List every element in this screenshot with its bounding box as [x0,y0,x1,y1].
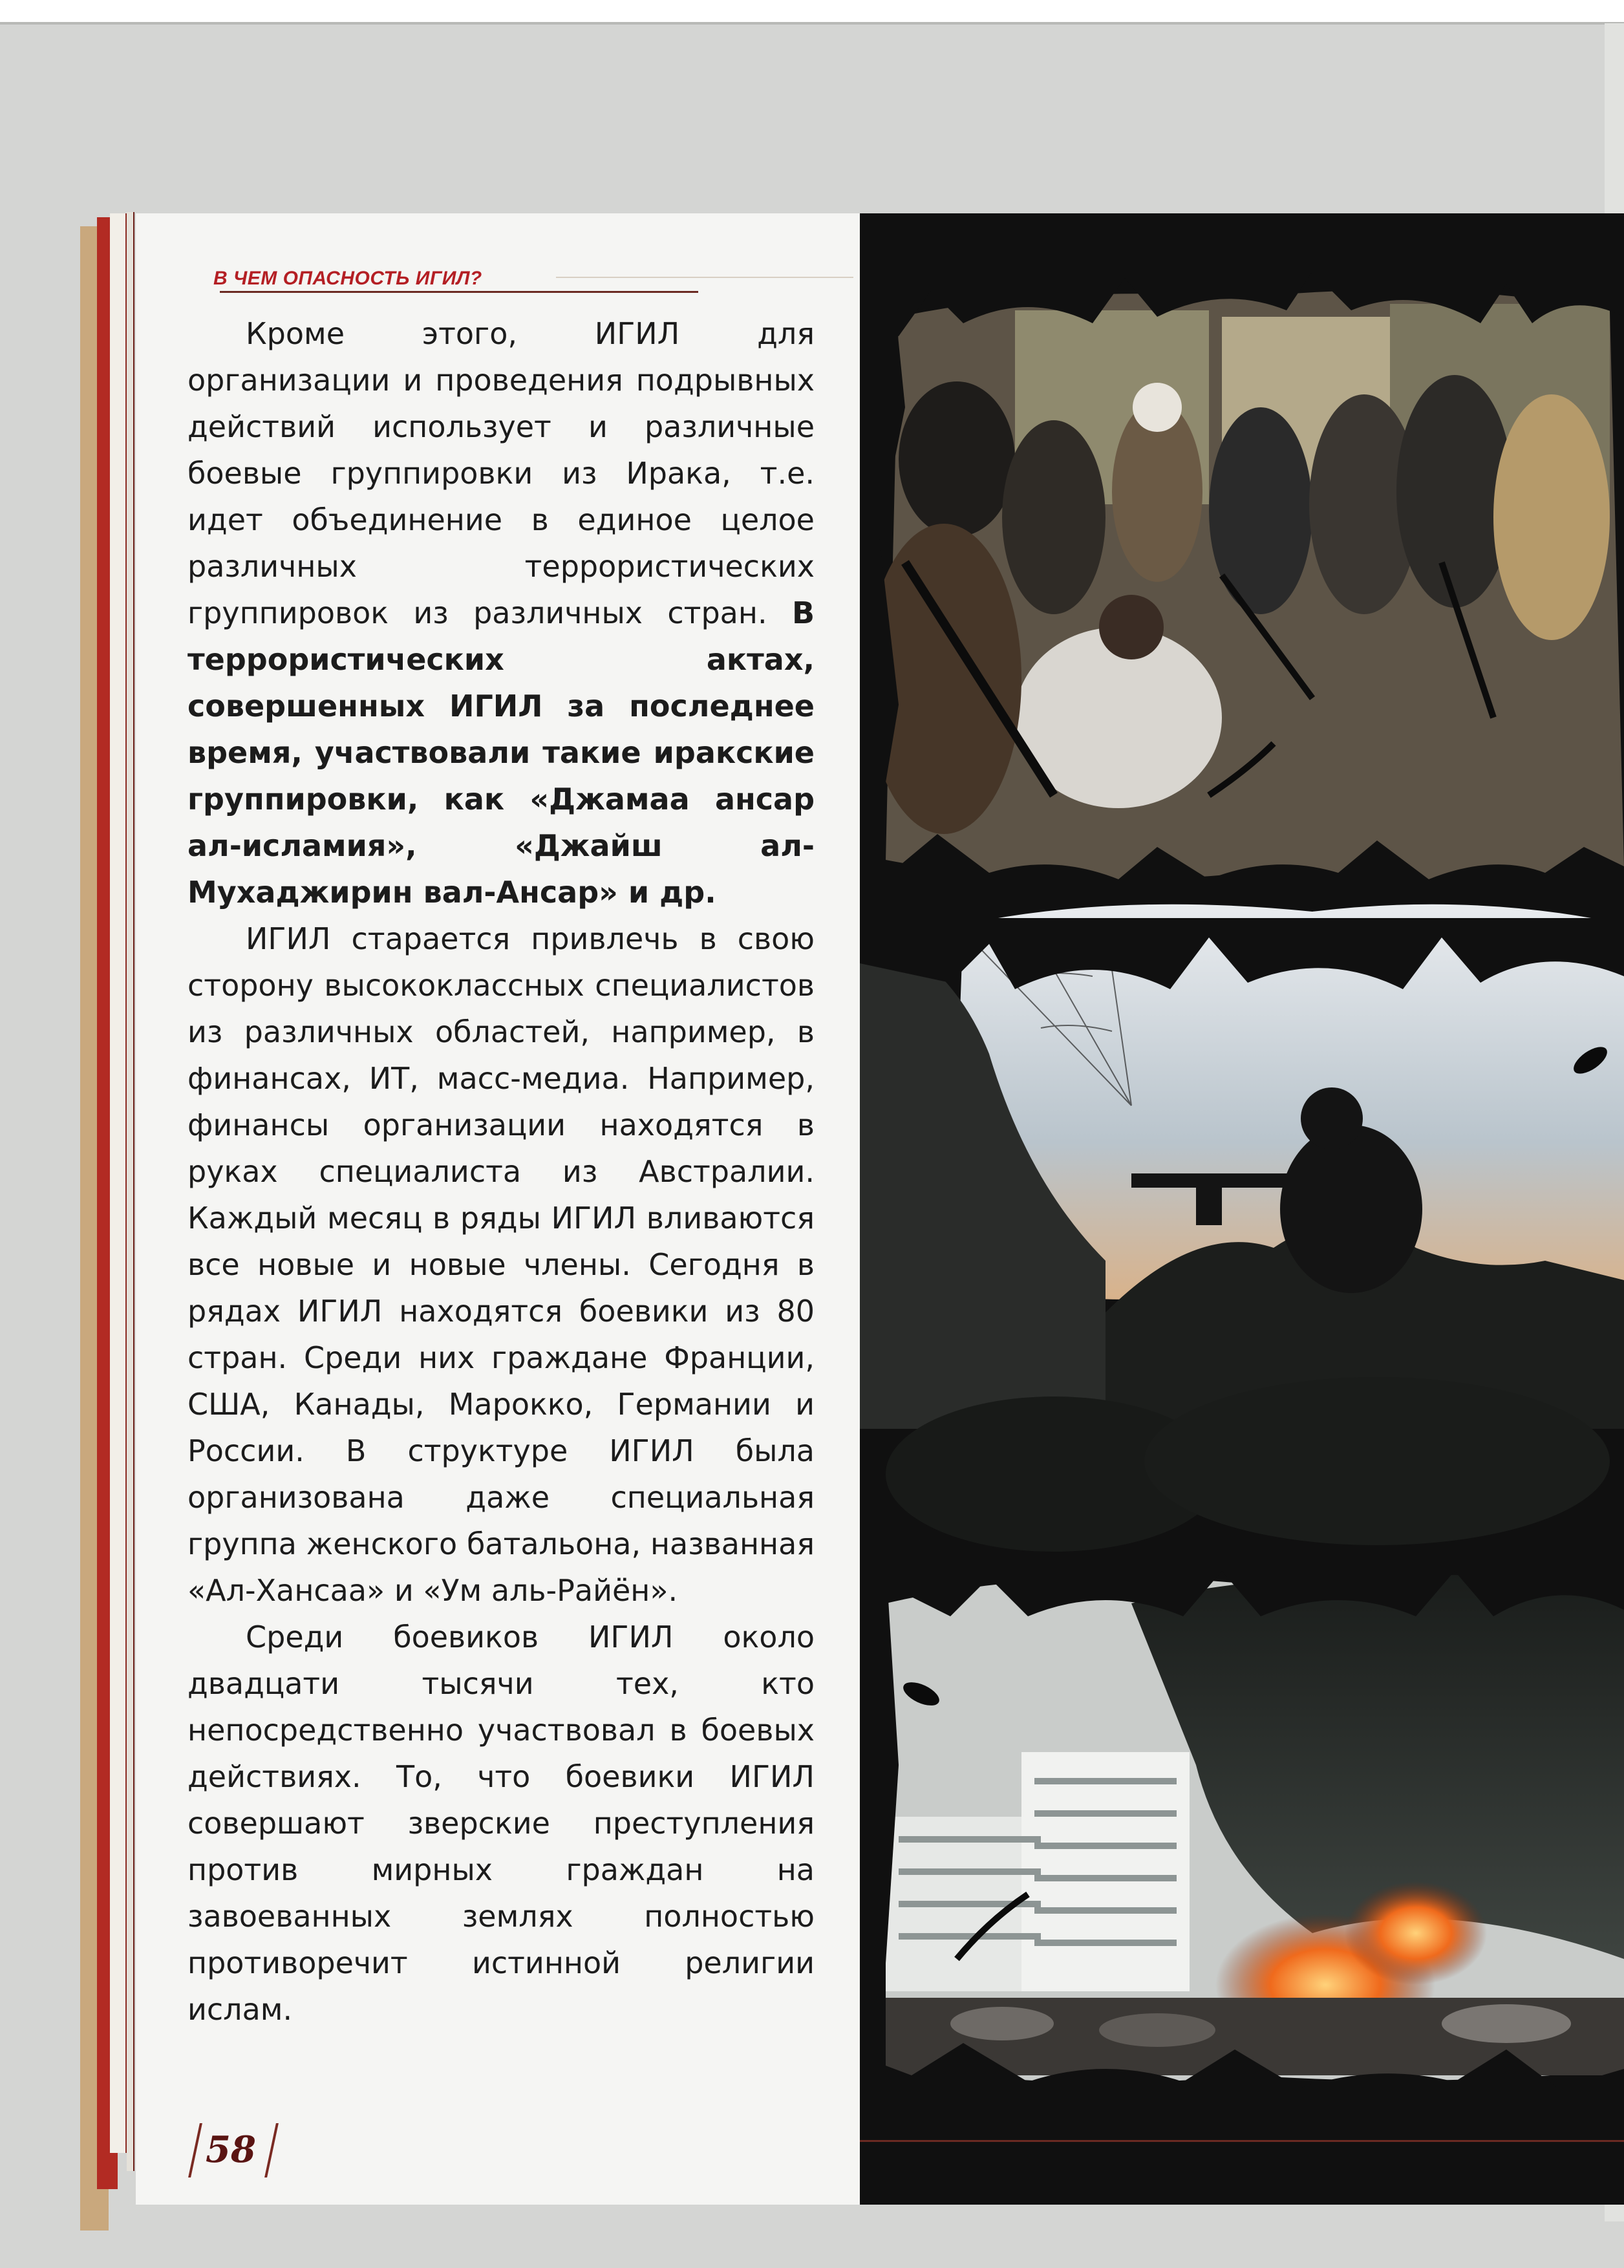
page-number-rule [188,2123,202,2177]
page-stack-edge [110,213,127,2153]
section-title: В ЧЕМ ОПАСНОСТЬ ИГИЛ? [213,268,482,289]
header-rule-tail [556,277,853,278]
scan-edge-line [0,22,1624,25]
paragraph-3 [187,1614,815,2033]
page-number-box [194,2127,265,2176]
paragraph-1-text: Кроме этого, ИГИЛ для организации и проведения подрывных действий использует и различные боевые группировки из Ирака, т.е. идет объединение в единое целое различных террористических группировок из различных стран. [187,316,815,630]
panel-bottom-rule [860,2140,1624,2142]
paragraph-1 [187,310,815,915]
photo-collage [860,213,1624,2205]
photo-explosion [860,1558,1624,2205]
header-rule [220,291,698,293]
section-header [194,268,802,291]
paragraph-1-bold-text: В террористических актах, совершенных ИГИЛ за последнее время, участвовали такие иракские группировки, как «Джамаа ансар ал-исламия», «Джайш ал-Мухаджирин вал-Ансар» и др. [187,595,815,910]
paragraph-2 [187,915,815,1614]
paragraph-2-text: ИГИЛ старается привлечь в свою сторону высококлассных специалистов из различных областей, например, в финансах, ИТ, масс-медиа. Например, финансы организации находятся в руках специалиста из Австралии. Каждый месяц в ряды ИГИЛ вливаются все новые и новые члены. Сегодня в рядах ИГИЛ находятся боевики из 80 стран. Среди них граждане Франции, США, Канады, Марокко, Германии и России. В структуре ИГИЛ была организована даже специальная группа женского батальона, названная «Ал-Хансаа» и «Ум аль-Райён». [187,921,815,1608]
scan-margin-top [0,0,1624,23]
page-stack-edge [127,212,134,2171]
photo-soldier-silhouette [860,904,1624,1558]
page-number: 58 [206,2128,256,2171]
photo-militants [860,213,1624,925]
photo-collage-panel [860,213,1624,2205]
paragraph-3-text: Среди боевиков ИГИЛ около двадцати тысячи тех, кто непосредственно участвовал в боевых действиях. То, что боевики ИГИЛ совершают зверские преступления против мирных граждан на завоеванных землях полностью противоречит истинной религии ислам. [187,1620,815,2027]
page-number-rule [264,2123,279,2177]
article-body [187,310,815,2033]
